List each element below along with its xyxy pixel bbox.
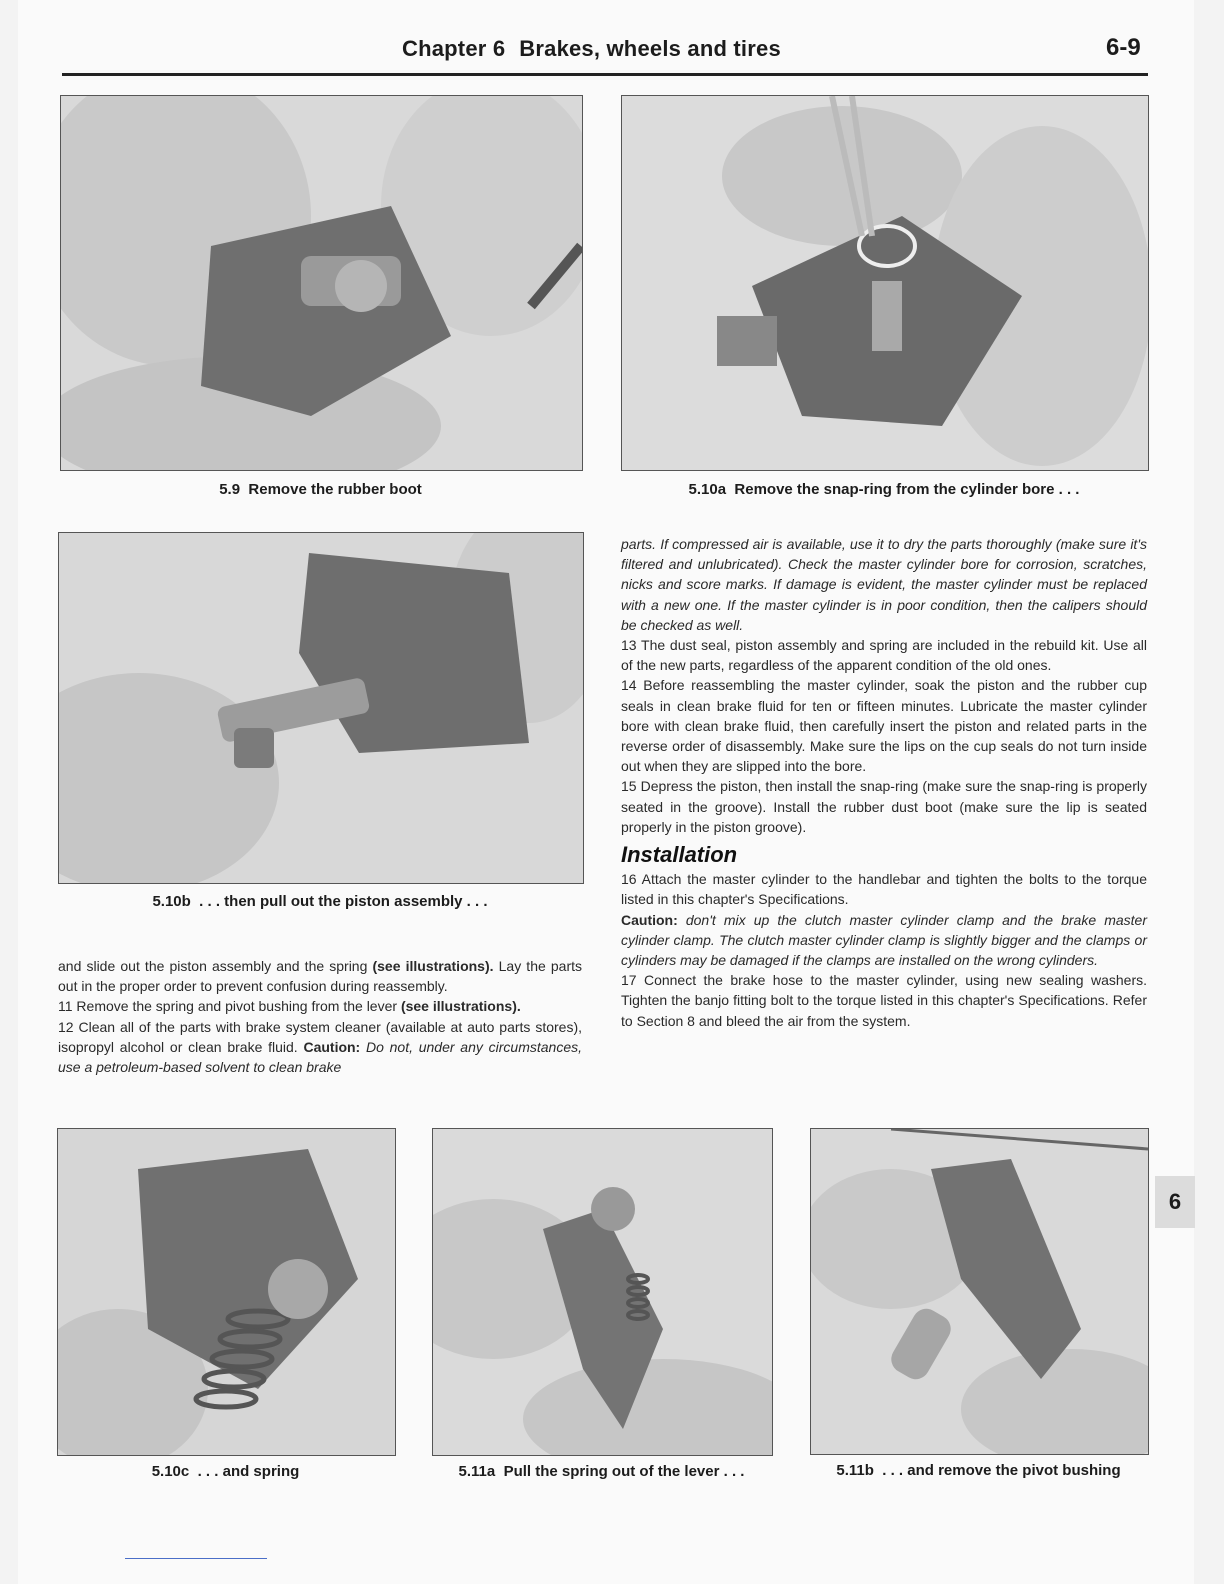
paragraph-17: 17 Connect the brake hose to the master cylinder, using new sealing washers. Tighten the banjo fitting bolt to the torque listed in this chapter's Specifications. Refer to Section 8 and bleed the air from the system. bbox=[621, 972, 1147, 1029]
installation-heading: Installation bbox=[621, 842, 738, 868]
chapter-thumb-tab: 6 bbox=[1155, 1176, 1195, 1228]
caption-5-10c: 5.10c . . . and spring bbox=[151, 1463, 300, 1480]
chapter-title: Brakes, wheels and tires bbox=[519, 36, 781, 61]
page-number: 6-9 bbox=[1106, 34, 1141, 61]
paragraph-14: 14 Before reassembling the master cylinder, soak the piston and the rubber cup seals in clean brake fluid for ten or fifteen minutes. Lubricate the master cylinder bore with clean brake fluid, then carefully insert the piston and related parts in the reverse order of disassembly. Make sure the lips on the cup seals do not turn inside out when they are slipped into the bore. bbox=[621, 677, 1147, 775]
paragraph-15: 15 Depress the piston, then install the snap-ring (make sure the snap-ring is properly seated in the groove). Install the rubber dust boot (make sure the lip is seated properly in the piston groove). bbox=[621, 778, 1147, 835]
chapter-label: Chapter 6 bbox=[402, 36, 506, 61]
caution-note: Caution: don't mix up the clutch master cylinder clamp and the brake master cylinder clamp. The clutch master cylinder clamp is slightly bigger and the clamps or cylinders may be damaged if the clamps are installed on the wrong cylinders. bbox=[621, 911, 1147, 969]
caption-5-11b: 5.11b . . . and remove the pivot bushing bbox=[836, 1462, 1121, 1479]
paragraph-16: 16 Attach the master cylinder to the handlebar and tighten the bolts to the torque listed in this chapter's Specifications. bbox=[621, 871, 1147, 908]
paragraph-12-continued: parts. If compressed air is available, use it to dry the parts thoroughly (make sure it's filtered and unlubricated). Check the master cylinder bore for corrosion, scratches, nicks and score marks. If damage is evident, the master cylinder must be replaced with a new one. If the master cylinder is in poor condition, then the calipers should be checked as well. bbox=[621, 536, 1147, 633]
photo-spring bbox=[57, 1128, 396, 1456]
photo-pull-spring-from-lever bbox=[432, 1128, 773, 1456]
caption-5-10b: 5.10b . . . then pull out the piston assembly . . . bbox=[152, 893, 488, 910]
paragraph-13: 13 The dust seal, piston assembly and spring are included in the rebuild kit. Use all of the new parts, regardless of the apparent condition of the old ones. bbox=[621, 637, 1147, 674]
paragraph-12: 12 Clean all of the parts with brake system cleaner (available at auto parts stores), isopropyl alcohol or clean brake fluid. Caution: Do not, under any circumstances, use a petroleum-based solvent to clean brake bbox=[58, 1018, 582, 1076]
photo-remove-snap-ring bbox=[621, 95, 1149, 471]
caption-5-9: 5.9 Remove the rubber boot bbox=[219, 481, 422, 498]
caption-5-10a: 5.10a Remove the snap-ring from the cylinder bore . . . bbox=[688, 481, 1080, 498]
left-text-column bbox=[58, 956, 582, 1077]
header-rule bbox=[62, 73, 1148, 76]
paragraph-11: 11 Remove the spring and pivot bushing from the lever (see illustrations). bbox=[58, 998, 521, 1015]
photo-remove-rubber-boot bbox=[60, 95, 583, 471]
link-underline bbox=[125, 1558, 267, 1559]
chapter-heading bbox=[402, 36, 781, 62]
right-text-column bbox=[621, 534, 1147, 1031]
caption-5-11a: 5.11a Pull the spring out of the lever . . . bbox=[458, 1463, 745, 1480]
photo-remove-pivot-bushing bbox=[810, 1128, 1149, 1455]
paragraph-10-continued: and slide out the piston assembly and the spring (see illustrations). Lay the parts out in the proper order to prevent confusion during reassembly. bbox=[58, 958, 582, 995]
photo-pull-out-piston bbox=[58, 532, 584, 884]
